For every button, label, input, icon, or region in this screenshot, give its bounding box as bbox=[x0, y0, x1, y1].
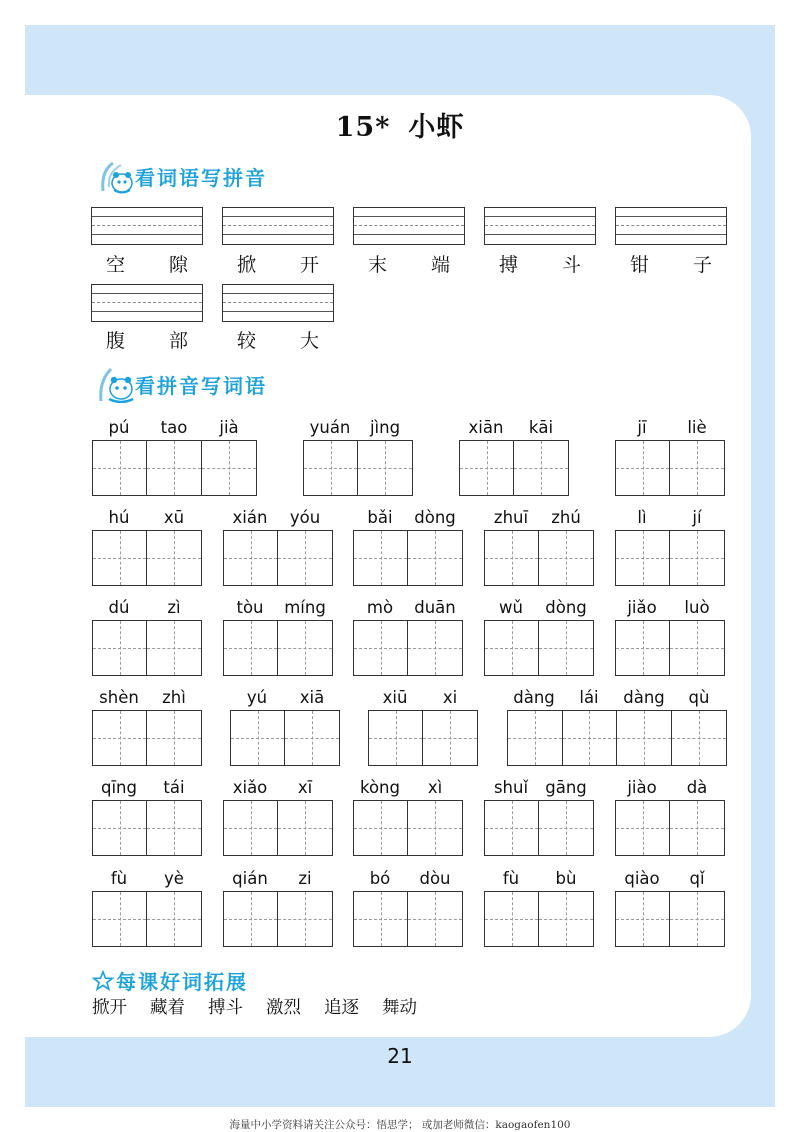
character-writing-cell[interactable] bbox=[354, 531, 408, 585]
character-writing-cell[interactable] bbox=[539, 801, 593, 855]
pinyin-writing-box[interactable] bbox=[91, 284, 203, 322]
tianzige-grid bbox=[92, 800, 202, 856]
tianzige-grid bbox=[92, 710, 202, 766]
pinyin-syllable: xī bbox=[297, 778, 313, 797]
pinyin-syllable: qián bbox=[232, 869, 268, 888]
pinyin-syllable: bù bbox=[555, 869, 577, 888]
character-writing-cell[interactable] bbox=[508, 711, 563, 765]
pinyin-syllable: fù bbox=[502, 869, 520, 888]
pinyin-word-group bbox=[353, 598, 463, 678]
pinyin-word-group bbox=[223, 508, 333, 588]
pinyin-syllable: shuǐ bbox=[493, 778, 529, 797]
character-writing-cell[interactable] bbox=[670, 801, 724, 855]
character-writing-cell[interactable] bbox=[147, 801, 201, 855]
section-heading-2 bbox=[95, 365, 267, 403]
pinyin-syllable: tòu bbox=[236, 598, 264, 617]
pinyin-word-group bbox=[223, 598, 333, 678]
vocab-word: 末 端 bbox=[368, 254, 450, 276]
character-writing-cell[interactable] bbox=[147, 621, 201, 675]
footer-note: 海量中小学资料请关注公众号：悟思学； 或加老师微信：kaogaofen100 bbox=[229, 1119, 571, 1131]
character-writing-cell[interactable] bbox=[514, 441, 568, 495]
character-writing-cell[interactable] bbox=[358, 441, 412, 495]
tianzige-grid bbox=[92, 440, 257, 496]
pinyin-syllable: yè bbox=[164, 869, 184, 888]
tianzige-grid bbox=[459, 440, 569, 496]
tianzige-grid bbox=[223, 800, 333, 856]
character-writing-cell[interactable] bbox=[670, 441, 724, 495]
pinyin-word-group bbox=[507, 688, 727, 768]
pinyin-word-group bbox=[92, 598, 202, 678]
pinyin-syllable: míng bbox=[284, 598, 326, 617]
pinyin-word-group bbox=[368, 688, 478, 768]
character-writing-cell[interactable] bbox=[460, 441, 514, 495]
extension-word: 舞动 bbox=[382, 998, 417, 1018]
pinyin-syllable: bó bbox=[369, 869, 391, 888]
vocab-word: 空 隙 bbox=[106, 254, 188, 276]
character-writing-cell[interactable] bbox=[147, 711, 201, 765]
pinyin-syllable: dòng bbox=[414, 508, 456, 527]
pinyin-syllable: tái bbox=[163, 778, 185, 797]
pinyin-syllable: xiǎo bbox=[232, 778, 268, 797]
pinyin-syllable: zhì bbox=[162, 688, 186, 707]
character-writing-cell[interactable] bbox=[278, 531, 332, 585]
pinyin-writing-box[interactable] bbox=[222, 284, 334, 322]
section-heading-1 bbox=[95, 157, 267, 195]
tianzige-grid bbox=[615, 620, 725, 676]
pinyin-syllable: xiū bbox=[382, 688, 408, 707]
pinyin-syllable: xi bbox=[442, 688, 458, 707]
character-writing-cell[interactable] bbox=[539, 892, 593, 946]
vocab-word: 掀 开 bbox=[237, 254, 319, 276]
pinyin-syllable: kāi bbox=[528, 418, 554, 437]
lesson-number: 15* bbox=[335, 112, 391, 143]
pinyin-syllable: mò bbox=[366, 598, 394, 617]
character-writing-cell[interactable] bbox=[670, 531, 724, 585]
vocab-word: 腹 部 bbox=[106, 330, 188, 352]
pinyin-word-group bbox=[223, 778, 333, 858]
character-writing-cell[interactable] bbox=[224, 892, 278, 946]
character-writing-cell[interactable] bbox=[369, 711, 423, 765]
pinyin-syllable: hú bbox=[108, 508, 130, 527]
page-number: 21 bbox=[387, 1044, 413, 1068]
pinyin-word-group bbox=[223, 869, 333, 949]
pinyin-word-group bbox=[615, 508, 725, 588]
pinyin-syllable: jìng bbox=[369, 418, 401, 437]
tianzige-grid bbox=[484, 620, 594, 676]
pinyin-writing-box[interactable] bbox=[91, 207, 203, 245]
character-writing-cell[interactable] bbox=[617, 711, 672, 765]
vocab-word: 钳 子 bbox=[630, 254, 712, 276]
character-writing-cell[interactable] bbox=[93, 621, 147, 675]
pinyin-word-group bbox=[92, 418, 257, 498]
character-writing-cell[interactable] bbox=[408, 531, 462, 585]
character-writing-cell[interactable] bbox=[485, 801, 539, 855]
pinyin-syllable: jià bbox=[219, 418, 239, 437]
character-writing-cell[interactable] bbox=[616, 892, 670, 946]
pinyin-word-group bbox=[459, 418, 569, 498]
character-writing-cell[interactable] bbox=[93, 801, 147, 855]
pinyin-syllable: yuán bbox=[309, 418, 351, 437]
character-writing-cell[interactable] bbox=[672, 711, 727, 765]
pinyin-syllable: pú bbox=[108, 418, 130, 437]
pinyin-writing-box[interactable] bbox=[615, 207, 727, 245]
pinyin-word-group bbox=[615, 869, 725, 949]
character-writing-cell[interactable] bbox=[670, 621, 724, 675]
tianzige-grid bbox=[303, 440, 413, 496]
pinyin-writing-box[interactable] bbox=[353, 207, 465, 245]
pinyin-syllable: dàng bbox=[513, 688, 555, 707]
pinyin-word-group bbox=[484, 869, 594, 949]
pinyin-syllable: gāng bbox=[545, 778, 587, 797]
character-writing-cell[interactable] bbox=[539, 621, 593, 675]
character-writing-cell[interactable] bbox=[408, 801, 462, 855]
panda-icon bbox=[95, 365, 137, 403]
tianzige-grid bbox=[230, 710, 340, 766]
character-writing-cell[interactable] bbox=[304, 441, 358, 495]
character-writing-cell[interactable] bbox=[354, 621, 408, 675]
tianzige-grid bbox=[484, 891, 594, 947]
tianzige-grid bbox=[507, 710, 727, 766]
pinyin-syllable: wǔ bbox=[499, 598, 523, 617]
character-writing-cell[interactable] bbox=[224, 531, 278, 585]
pinyin-syllable: liè bbox=[687, 418, 707, 437]
pinyin-syllable: jí bbox=[692, 508, 702, 527]
extension-word-list bbox=[92, 994, 417, 1019]
extension-word: 藏着 bbox=[150, 998, 185, 1018]
tianzige-grid bbox=[92, 620, 202, 676]
character-writing-cell[interactable] bbox=[485, 892, 539, 946]
pinyin-word-group bbox=[230, 688, 340, 768]
pinyin-syllable: qīng bbox=[101, 778, 137, 797]
pinyin-writing-box[interactable] bbox=[484, 207, 596, 245]
character-writing-cell[interactable] bbox=[147, 531, 201, 585]
pinyin-word-group bbox=[92, 688, 202, 768]
lesson-title: 小虾 bbox=[408, 112, 465, 143]
pinyin-syllable: zì bbox=[167, 598, 181, 617]
pinyin-syllable: tao bbox=[160, 418, 188, 437]
pinyin-syllable: dòu bbox=[419, 869, 451, 888]
character-writing-cell[interactable] bbox=[408, 892, 462, 946]
character-writing-cell[interactable] bbox=[93, 711, 147, 765]
pinyin-syllable: zi bbox=[298, 869, 312, 888]
character-writing-cell[interactable] bbox=[202, 441, 256, 495]
pinyin-word-group bbox=[92, 778, 202, 858]
page-title bbox=[0, 105, 800, 144]
pinyin-word-group bbox=[615, 598, 725, 678]
character-writing-cell[interactable] bbox=[278, 892, 332, 946]
character-writing-cell[interactable] bbox=[616, 801, 670, 855]
pinyin-syllable: jiào bbox=[627, 778, 657, 797]
pinyin-syllable: qiào bbox=[624, 869, 660, 888]
pinyin-syllable: xiān bbox=[468, 418, 504, 437]
pinyin-syllable: xián bbox=[232, 508, 268, 527]
pinyin-word-group bbox=[353, 508, 463, 588]
pinyin-syllable: yóu bbox=[289, 508, 321, 527]
extension-word: 追逐 bbox=[324, 998, 359, 1018]
section-heading-text: 看词语写拼音 bbox=[135, 165, 267, 190]
pinyin-syllable: lái bbox=[579, 688, 599, 707]
tianzige-grid bbox=[223, 620, 333, 676]
pinyin-syllable: luò bbox=[684, 598, 710, 617]
pinyin-syllable: jī bbox=[637, 418, 647, 437]
section-heading-text: 每课好词拓展 bbox=[116, 970, 248, 994]
character-writing-cell[interactable] bbox=[285, 711, 339, 765]
character-writing-cell[interactable] bbox=[539, 531, 593, 585]
pinyin-syllable: qù bbox=[688, 688, 710, 707]
pinyin-word-group bbox=[353, 869, 463, 949]
tianzige-grid bbox=[484, 530, 594, 586]
tianzige-grid bbox=[353, 891, 463, 947]
character-writing-cell[interactable] bbox=[278, 801, 332, 855]
pinyin-syllable: dà bbox=[686, 778, 708, 797]
tianzige-grid bbox=[615, 530, 725, 586]
pinyin-word-group bbox=[92, 869, 202, 949]
pinyin-syllable: xiā bbox=[299, 688, 325, 707]
vocab-word: 搏 斗 bbox=[499, 254, 581, 276]
character-writing-cell[interactable] bbox=[93, 892, 147, 946]
character-writing-cell[interactable] bbox=[616, 441, 670, 495]
pinyin-word-group bbox=[353, 778, 463, 858]
pinyin-syllable: kòng bbox=[360, 778, 400, 797]
section-heading-text: 看拼音写词语 bbox=[135, 373, 267, 398]
pinyin-syllable: shèn bbox=[99, 688, 139, 707]
pinyin-word-group bbox=[615, 418, 725, 498]
tianzige-grid bbox=[353, 530, 463, 586]
pinyin-word-group bbox=[484, 508, 594, 588]
pinyin-syllable: jiǎo bbox=[627, 598, 657, 617]
extension-word: 激烈 bbox=[266, 998, 301, 1018]
tianzige-grid bbox=[353, 800, 463, 856]
pinyin-syllable: yú bbox=[246, 688, 268, 707]
pinyin-syllable: zhuī bbox=[493, 508, 529, 527]
tianzige-grid bbox=[615, 800, 725, 856]
pinyin-word-group bbox=[303, 418, 413, 498]
pinyin-syllable: zhú bbox=[551, 508, 581, 527]
tianzige-grid bbox=[223, 891, 333, 947]
section-heading-3 bbox=[92, 966, 248, 995]
pinyin-syllable: xì bbox=[427, 778, 443, 797]
pinyin-syllable: dòng bbox=[545, 598, 587, 617]
star-icon bbox=[92, 970, 114, 992]
character-writing-cell[interactable] bbox=[278, 621, 332, 675]
character-writing-cell[interactable] bbox=[563, 711, 618, 765]
pinyin-syllable: qǐ bbox=[689, 869, 705, 888]
tianzige-grid bbox=[92, 891, 202, 947]
tianzige-grid bbox=[484, 800, 594, 856]
pinyin-word-group bbox=[615, 778, 725, 858]
character-writing-cell[interactable] bbox=[616, 621, 670, 675]
character-writing-cell[interactable] bbox=[616, 531, 670, 585]
extension-word: 掀开 bbox=[92, 998, 127, 1018]
tianzige-grid bbox=[223, 530, 333, 586]
character-writing-cell[interactable] bbox=[93, 531, 147, 585]
character-writing-cell[interactable] bbox=[670, 892, 724, 946]
extension-word: 搏斗 bbox=[208, 998, 243, 1018]
pinyin-word-group bbox=[92, 508, 202, 588]
character-writing-cell[interactable] bbox=[354, 892, 408, 946]
pinyin-word-group bbox=[484, 598, 594, 678]
pinyin-syllable: dú bbox=[108, 598, 130, 617]
pinyin-syllable: fù bbox=[110, 869, 128, 888]
character-writing-cell[interactable] bbox=[231, 711, 285, 765]
character-writing-cell[interactable] bbox=[224, 621, 278, 675]
character-writing-cell[interactable] bbox=[423, 711, 477, 765]
character-writing-cell[interactable] bbox=[354, 801, 408, 855]
tianzige-grid bbox=[615, 440, 725, 496]
pinyin-syllable: lì bbox=[637, 508, 647, 527]
character-writing-cell[interactable] bbox=[485, 621, 539, 675]
character-writing-cell[interactable] bbox=[485, 531, 539, 585]
pinyin-syllable: bǎi bbox=[367, 508, 393, 527]
character-writing-cell[interactable] bbox=[147, 441, 201, 495]
pinyin-syllable: dàng bbox=[623, 688, 665, 707]
tianzige-grid bbox=[615, 891, 725, 947]
character-writing-cell[interactable] bbox=[224, 801, 278, 855]
tianzige-grid bbox=[92, 530, 202, 586]
pinyin-word-group bbox=[484, 778, 594, 858]
pinyin-syllable: xū bbox=[163, 508, 185, 527]
panda-icon bbox=[95, 157, 137, 195]
pinyin-syllable: duān bbox=[414, 598, 456, 617]
character-writing-cell[interactable] bbox=[93, 441, 147, 495]
character-writing-cell[interactable] bbox=[408, 621, 462, 675]
vocab-word: 较 大 bbox=[237, 330, 319, 352]
character-writing-cell[interactable] bbox=[147, 892, 201, 946]
pinyin-writing-box[interactable] bbox=[222, 207, 334, 245]
tianzige-grid bbox=[353, 620, 463, 676]
tianzige-grid bbox=[368, 710, 478, 766]
